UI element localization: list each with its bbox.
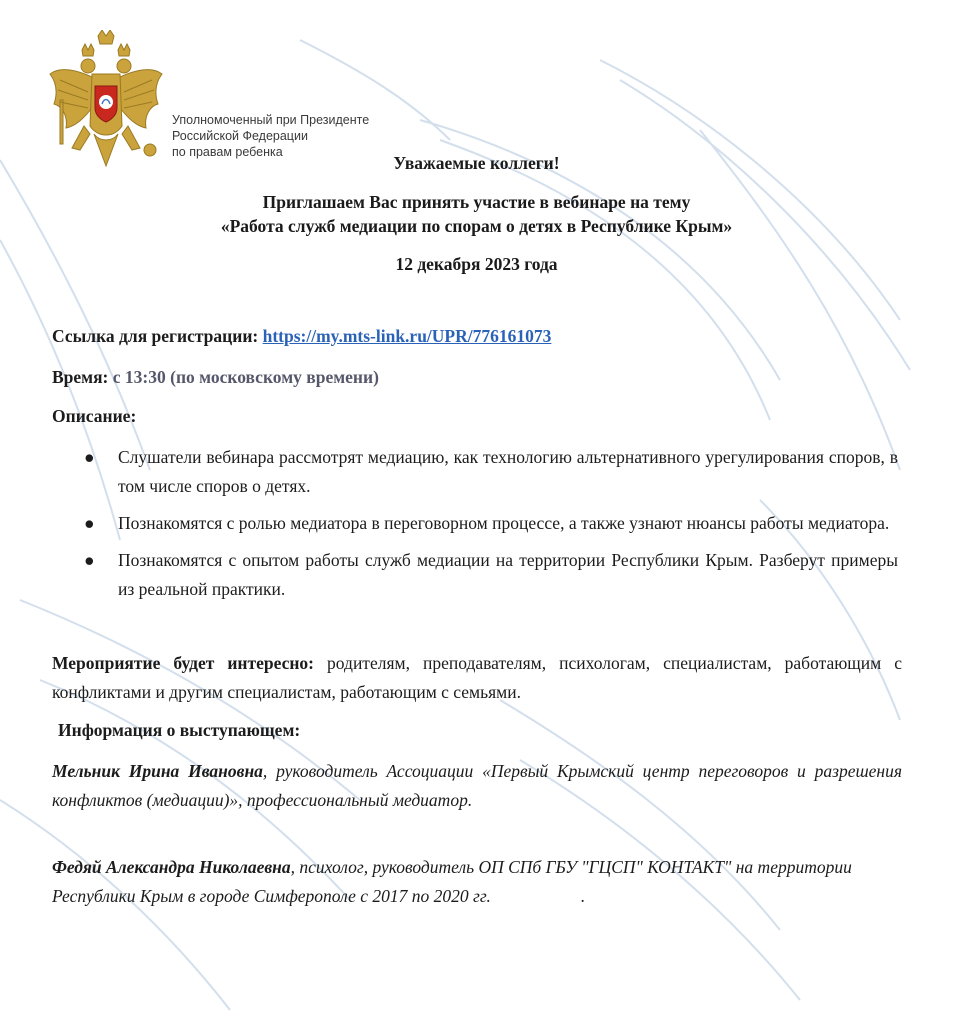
list-item-text: Слушатели вебинара рассмотрят медиацию, как технологию альтернативного урегулирования споров, в том числе споров о детях. xyxy=(118,447,898,496)
org-line: Российской Федерации xyxy=(172,129,308,143)
trailing-dot: . xyxy=(580,886,586,906)
list-item xyxy=(84,546,898,604)
list-item xyxy=(84,443,898,501)
org-line: по правам ребенка xyxy=(172,145,283,159)
bullet-icon: ● xyxy=(84,550,95,570)
description-list xyxy=(84,443,898,612)
speaker-info: , психолог, руководитель ОП СПб ГБУ "ГЦСП" КОНТАКТ" на территории Республики Крым в городе Симферополе с 2017 по 2020 гг. xyxy=(52,857,852,906)
list-item-text: Познакомятся с опытом работы служб медиации на территории Республики Крым. Разберут примеры из реальной практики. xyxy=(118,550,898,599)
time-value: с 13:30 (по московскому времени) xyxy=(112,367,379,387)
speaker-name: Мельник Ирина Ивановна xyxy=(52,761,263,781)
time-label: Время: xyxy=(52,367,109,387)
list-item-text: Познакомятся с ролью медиатора в переговорном процессе, а также узнают нюансы работы медиатора. xyxy=(118,513,890,533)
greeting: Уважаемые коллеги! xyxy=(393,153,560,173)
audience-text: родителям, преподавателям, психологам, специалистам, работающим с конфликтами и другим специалистам, работающим с семьями. xyxy=(52,653,903,702)
speaker-entry xyxy=(52,853,902,911)
registration-label: Ссылка для регистрации: xyxy=(52,326,259,346)
speaker-info: , руководитель Ассоциации «Первый Крымский центр переговоров и разрешения конфликтов (медиации)», профессиональный медиатор. xyxy=(52,761,902,810)
list-item xyxy=(84,509,898,538)
audience-paragraph xyxy=(52,649,902,707)
speakers-heading: Информация о выступающем: xyxy=(58,720,301,740)
invitation: Приглашаем Вас принять участие в вебинаре на тему xyxy=(262,192,691,212)
speaker-name: Федяй Александра Николаевна xyxy=(52,857,291,877)
description-label: Описание: xyxy=(52,406,137,426)
org-line: Уполномоченный при Президенте xyxy=(172,113,370,127)
time-line xyxy=(52,367,379,388)
bullet-icon: ● xyxy=(84,513,95,533)
speaker-entry xyxy=(52,757,902,815)
registration-link[interactable]: https://my.mts-link.ru/UPR/776161073 xyxy=(262,326,552,346)
registration-line xyxy=(52,326,551,347)
webinar-date: 12 декабря 2023 года xyxy=(395,254,558,274)
bullet-icon: ● xyxy=(84,447,95,467)
webinar-topic: «Работа служб медиации по спорам о детях в Республике Крым» xyxy=(220,216,733,236)
audience-label: Мероприятие будет интересно: xyxy=(52,653,315,673)
